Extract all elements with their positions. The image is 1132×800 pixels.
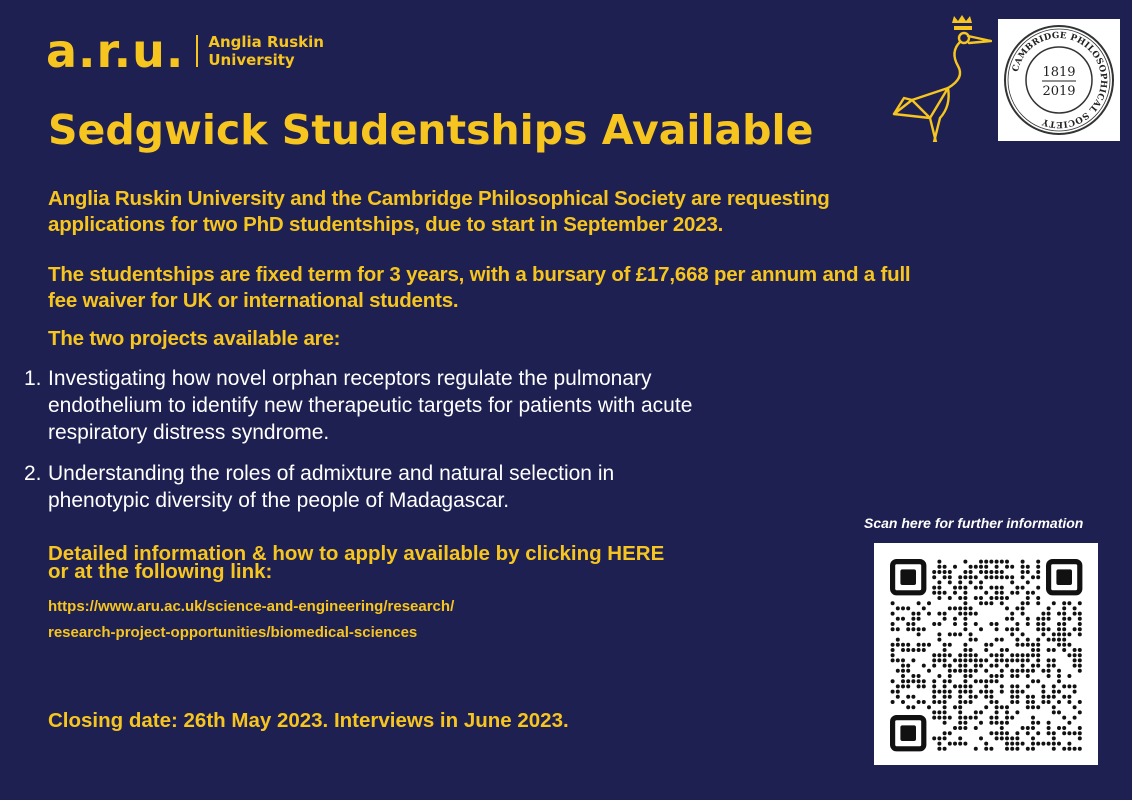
qr-modules	[891, 560, 1082, 751]
project-1-number: 1.	[24, 367, 42, 390]
project-1-line1: Investigating how novel orphan receptors regulate the pulmonary	[48, 367, 652, 390]
qr-finder-center	[900, 569, 916, 585]
aru-name-line2: University	[208, 51, 295, 69]
aru-name-line1: Anglia Ruskin	[208, 33, 324, 51]
qr-code[interactable]	[874, 543, 1098, 765]
aru-logo	[46, 26, 328, 76]
details-line2: or at the following link:	[48, 560, 273, 583]
seal-ring-text: CAMBRIDGE PHILOSOPHICAL SOCIETY	[1010, 30, 1109, 130]
project-1-text	[48, 365, 692, 446]
aru-logo-name	[208, 33, 328, 69]
aru-logo-mark: a.r.u.	[46, 24, 185, 78]
project-2-line2: phenotypic diversity of the people of Madagascar.	[48, 489, 510, 512]
intro-p1-line1: Anglia Ruskin University and the Cambridge Philosophical Society are requesting	[48, 187, 830, 210]
intro-paragraph-1	[48, 186, 830, 238]
project-2-text	[48, 460, 614, 514]
closing-date: Closing date: 26th May 2023. Interviews in June 2023.	[48, 709, 569, 732]
projects-heading: The two projects available are:	[48, 327, 341, 350]
intro-p2-line1: The studentships are fixed term for 3 years, with a bursary of £17,668 per annum and a full	[48, 263, 911, 286]
details-line1[interactable]: Detailed information & how to apply available by clicking HERE	[48, 542, 665, 565]
qr-code-icon	[874, 543, 1098, 765]
qr-finder-center	[900, 725, 916, 741]
details-text[interactable]	[48, 542, 665, 583]
project-2-line1: Understanding the roles of admixture and natural selection in	[48, 462, 615, 485]
intro-p2-line2: fee waiver for UK or international students.	[48, 289, 459, 312]
intro-paragraph-2	[48, 262, 910, 314]
seal-year-start: 1819	[1042, 65, 1076, 80]
page-title: Sedgwick Studentships Available	[48, 106, 814, 154]
heron-crown-icon	[888, 14, 992, 142]
link-line1[interactable]: https://www.aru.ac.uk/science-and-engineering/research/	[48, 598, 455, 615]
qr-caption: Scan here for further information	[864, 515, 1084, 531]
society-seal	[998, 19, 1120, 141]
link-line2[interactable]: research-project-opportunities/biomedical-sciences	[48, 624, 418, 641]
seal-year-end: 2019	[1042, 84, 1076, 99]
application-link[interactable]	[48, 594, 454, 646]
intro-p1-line2: applications for two PhD studentships, due to start in September 2023.	[48, 213, 724, 236]
project-2-number: 2.	[24, 462, 42, 485]
qr-finder-center	[1056, 569, 1072, 585]
project-1-line2: endothelium to identify new therapeutic targets for patients with acute	[48, 394, 693, 417]
logo-divider	[196, 35, 198, 67]
society-seal-icon	[998, 19, 1120, 141]
project-1-line3: respiratory distress syndrome.	[48, 421, 330, 444]
